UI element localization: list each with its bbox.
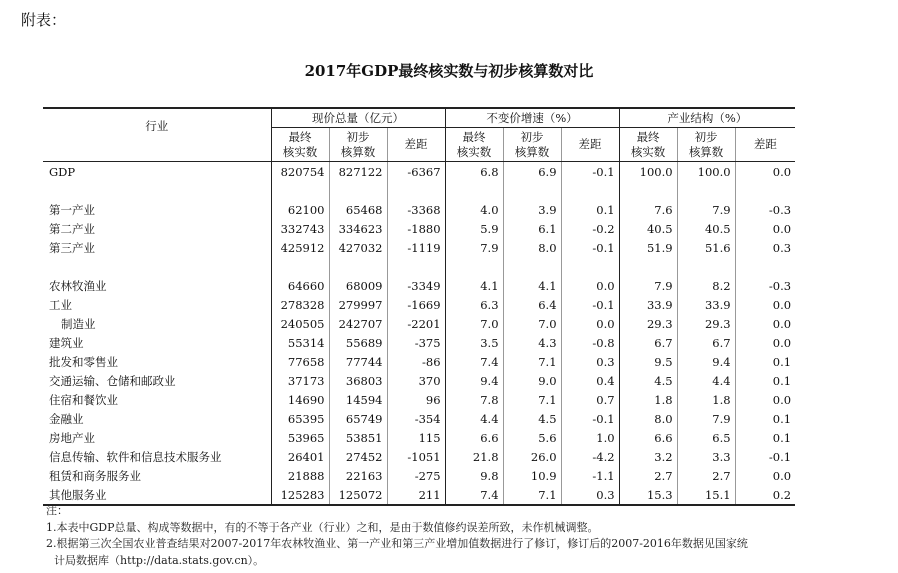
table-row [43,409,795,428]
note-2-continued: 计局数据库（http://data.stats.gov.cn）。 [54,553,265,567]
notes-label: 注： [46,504,68,517]
table-row [43,238,795,257]
table-title: 2017年GDP最终核实数与初步核算数对比 [304,62,594,80]
row-value-cell: 9.0 [503,371,561,390]
row-value-cell: 6.1 [503,219,561,238]
row-value-cell: 5.6 [503,428,561,447]
row-value-cell: -1.1 [561,466,619,485]
table-row [43,447,795,466]
row-value-cell: 6.7 [619,333,677,352]
row-industry-name: 工业 [49,297,72,312]
row-value-cell: 33.9 [619,295,677,314]
row-value-cell: 96 [387,390,445,409]
row-value-cell: 0.1 [735,409,795,428]
subcol-header-line1: 最终 [462,129,486,144]
row-value-cell: 827122 [329,162,387,182]
row-value-cell: 9.4 [445,371,503,390]
table-row [43,314,795,333]
subcol-header-line1: 差距 [404,137,428,151]
row-value-cell: 15.1 [677,485,735,505]
subcol-header-line1: 初步 [520,129,544,144]
row-value-cell: 427032 [329,238,387,257]
row-value-cell: -0.1 [561,295,619,314]
row-value-cell: 7.0 [445,314,503,333]
row-value-cell: 6.5 [677,428,735,447]
row-industry-name: GDP [49,164,76,179]
row-value-cell: 0.3 [735,238,795,257]
row-value-cell: 0.3 [561,485,619,505]
row-value-cell: 15.3 [619,485,677,505]
row-industry-name: 信息传输、软件和信息技术服务业 [49,449,222,464]
row-industry-name: 交通运输、仓储和邮政业 [49,373,176,388]
row-value-cell: 1.8 [677,390,735,409]
row-industry-name: 住宿和餐饮业 [49,392,118,407]
table-row [43,466,795,485]
subcol-header-line2: 核实数 [456,144,492,159]
subcol-header-line1: 差距 [753,137,777,151]
row-value-cell: 3.5 [445,333,503,352]
row-value-cell: 370 [387,371,445,390]
row-value-cell: 6.6 [619,428,677,447]
row-value-cell: 0.0 [735,466,795,485]
row-value-cell: 7.1 [503,485,561,505]
row-value-cell: 332743 [271,219,329,238]
row-value-cell: 7.9 [677,409,735,428]
row-value-cell: 7.1 [503,390,561,409]
row-value-cell: -6367 [387,162,445,182]
row-value-cell: 37173 [271,371,329,390]
subcol-header-line1: 初步 [346,129,370,144]
note-1: 1.本表中GDP总量、构成等数据中，有的不等于各产业（行业）之和，是由于数值修约误差所致，未作机械调整。 [46,520,599,534]
row-value-cell: -0.1 [561,162,619,182]
row-value-cell: 1.8 [619,390,677,409]
row-value-cell: -275 [387,466,445,485]
row-value-cell: 14594 [329,390,387,409]
row-value-cell: 0.3 [561,352,619,371]
row-value-cell: 22163 [329,466,387,485]
subcol-header [387,128,445,162]
row-value-cell: 4.5 [619,371,677,390]
row-value-cell: 211 [387,485,445,505]
row-value-cell: 100.0 [619,162,677,182]
row-value-cell: -3349 [387,276,445,295]
row-industry-name: 农林牧渔业 [49,278,107,293]
row-value-cell: 0.0 [735,333,795,352]
row-value-cell: 9.5 [619,352,677,371]
subcol-header-line1: 初步 [694,129,718,144]
row-value-cell: -86 [387,352,445,371]
table-row [43,390,795,409]
table-row [43,352,795,371]
row-value-cell: 6.6 [445,428,503,447]
row-value-cell: 0.1 [561,200,619,219]
row-value-cell: 65749 [329,409,387,428]
row-value-cell: 334623 [329,219,387,238]
subcol-header [619,128,677,162]
row-value-cell: 55314 [271,333,329,352]
row-value-cell: 425912 [271,238,329,257]
row-value-cell: 820754 [271,162,329,182]
row-value-cell: 77658 [271,352,329,371]
row-industry-name: 制造业 [61,316,96,331]
row-value-cell: 51.6 [677,238,735,257]
note-2: 2.根据第三次全国农业普查结果对2007-2017年农林牧渔业、第一产业和第三产业增加值数据进行了修订，修订后的2007-2016年数据见国家统 [46,537,748,550]
row-value-cell: 8.0 [619,409,677,428]
row-industry-name: 其他服务业 [43,485,271,505]
row-value-cell: -0.3 [735,276,795,295]
row-value-cell: 4.4 [677,371,735,390]
row-industry-name: 批发和零售业 [49,354,118,369]
row-value-cell: 53851 [329,428,387,447]
row-value-cell: 29.3 [677,314,735,333]
row-value-cell: 3.2 [619,447,677,466]
row-value-cell: 7.1 [503,352,561,371]
table-row [43,200,795,219]
notes [46,503,806,569]
row-value-cell: 62100 [271,200,329,219]
row-value-cell: 8.2 [677,276,735,295]
subcol-header-line2: 核算数 [514,144,550,159]
row-value-cell: 3.9 [503,200,561,219]
spacer-row [43,257,795,276]
row-value-cell: 0.1 [735,371,795,390]
table-row [43,276,795,295]
subcol-header [445,128,503,162]
row-value-cell: 7.9 [445,238,503,257]
table-row [43,371,795,390]
table-row [43,428,795,447]
row-industry-name: 建筑业 [49,335,84,350]
row-value-cell: 4.4 [445,409,503,428]
table-row [43,162,795,182]
row-value-cell: 7.0 [503,314,561,333]
row-value-cell: 64660 [271,276,329,295]
row-value-cell: 8.0 [503,238,561,257]
row-value-cell: 36803 [329,371,387,390]
row-value-cell: 40.5 [619,219,677,238]
row-value-cell: 65395 [271,409,329,428]
row-value-cell: 33.9 [677,295,735,314]
row-value-cell: 6.3 [445,295,503,314]
row-value-cell: 240505 [271,314,329,333]
row-value-cell: 7.4 [445,485,503,505]
group-header-structure: 产业结构（%） [619,108,795,128]
appendix-label: 附表： [21,11,67,29]
row-value-cell: 0.2 [735,485,795,505]
row-value-cell: -0.3 [735,200,795,219]
row-value-cell: 0.0 [735,314,795,333]
row-value-cell: 10.9 [503,466,561,485]
row-value-cell: 26.0 [503,447,561,466]
row-value-cell: -354 [387,409,445,428]
subcol-header [503,128,561,162]
row-value-cell: 0.1 [735,428,795,447]
table-row [43,485,795,505]
row-value-cell: -3368 [387,200,445,219]
row-value-cell: 9.4 [677,352,735,371]
subcol-header-line1: 最终 [288,129,312,144]
row-industry-name: 房地产业 [49,430,95,445]
subcol-header-line2: 核算数 [340,144,376,159]
row-value-cell: 0.1 [735,352,795,371]
spacer-row [43,181,795,200]
subcol-header-line2: 核实数 [282,144,318,159]
row-value-cell: 0.0 [735,390,795,409]
row-value-cell: 5.9 [445,219,503,238]
row-industry-name: 第三产业 [49,240,95,255]
row-value-cell: 3.3 [677,447,735,466]
row-value-cell: 65468 [329,200,387,219]
row-value-cell: 0.4 [561,371,619,390]
row-value-cell: 7.9 [619,276,677,295]
row-value-cell: 26401 [271,447,329,466]
row-value-cell: 21888 [271,466,329,485]
row-value-cell: 0.0 [735,162,795,182]
row-value-cell: 7.9 [677,200,735,219]
row-value-cell: 2.7 [677,466,735,485]
subcol-header [329,128,387,162]
row-value-cell: 4.5 [503,409,561,428]
row-industry-name: 租赁和商务服务业 [49,468,141,483]
row-value-cell: 0.0 [561,314,619,333]
row-value-cell: 53965 [271,428,329,447]
row-value-cell: 68009 [329,276,387,295]
subcol-header [735,128,795,162]
row-value-cell: 9.8 [445,466,503,485]
gdp-comparison-table [43,107,795,506]
subcol-header-line2: 核实数 [630,144,666,159]
row-value-cell: 21.8 [445,447,503,466]
row-value-cell: 2.7 [619,466,677,485]
row-value-cell: 29.3 [619,314,677,333]
subcol-header-line1: 差距 [578,137,602,151]
row-value-cell: -1119 [387,238,445,257]
row-value-cell: 6.9 [503,162,561,182]
row-value-cell: 14690 [271,390,329,409]
row-value-cell: 125072 [329,485,387,505]
row-value-cell: 6.8 [445,162,503,182]
row-value-cell: 125283 [271,485,329,505]
row-value-cell: 55689 [329,333,387,352]
row-value-cell: 0.0 [735,219,795,238]
row-value-cell: 40.5 [677,219,735,238]
row-value-cell: 4.1 [445,276,503,295]
table-row [43,219,795,238]
row-value-cell: 6.4 [503,295,561,314]
row-value-cell: 51.9 [619,238,677,257]
row-value-cell: 4.1 [503,276,561,295]
row-value-cell: 115 [387,428,445,447]
group-header-current-price: 现价总量（亿元） [271,108,445,128]
row-value-cell: 7.6 [619,200,677,219]
row-value-cell: 4.0 [445,200,503,219]
row-value-cell: -0.1 [735,447,795,466]
row-industry-name: 第一产业 [49,202,95,217]
row-value-cell: -2201 [387,314,445,333]
row-value-cell: 4.3 [503,333,561,352]
row-value-cell: 77744 [329,352,387,371]
subcol-header [561,128,619,162]
row-industry-name: 金融业 [49,411,84,426]
row-value-cell: -1051 [387,447,445,466]
row-industry-name: 第二产业 [49,221,95,236]
subcol-header [677,128,735,162]
row-value-cell: -0.1 [561,409,619,428]
row-value-cell: 0.7 [561,390,619,409]
row-value-cell: 0.0 [561,276,619,295]
row-value-cell: 7.4 [445,352,503,371]
subcol-header-line2: 核算数 [688,144,724,159]
row-value-cell: 0.0 [735,295,795,314]
row-value-cell: 279997 [329,295,387,314]
row-value-cell: 27452 [329,447,387,466]
row-value-cell: -1669 [387,295,445,314]
row-value-cell: 7.8 [445,390,503,409]
row-value-cell: -0.1 [561,238,619,257]
subcol-header [271,128,329,162]
row-value-cell: -0.8 [561,333,619,352]
row-value-cell: 1.0 [561,428,619,447]
table-row [43,333,795,352]
row-value-cell: -4.2 [561,447,619,466]
row-value-cell: 100.0 [677,162,735,182]
row-value-cell: 6.7 [677,333,735,352]
row-value-cell: 278328 [271,295,329,314]
row-value-cell: -375 [387,333,445,352]
row-value-cell: -0.2 [561,219,619,238]
table-row [43,295,795,314]
subcol-header-line1: 最终 [636,129,660,144]
row-value-cell: 242707 [329,314,387,333]
industry-header: 行业 [43,108,271,162]
row-value-cell: -1880 [387,219,445,238]
group-header-growth: 不变价增速（%） [445,108,619,128]
